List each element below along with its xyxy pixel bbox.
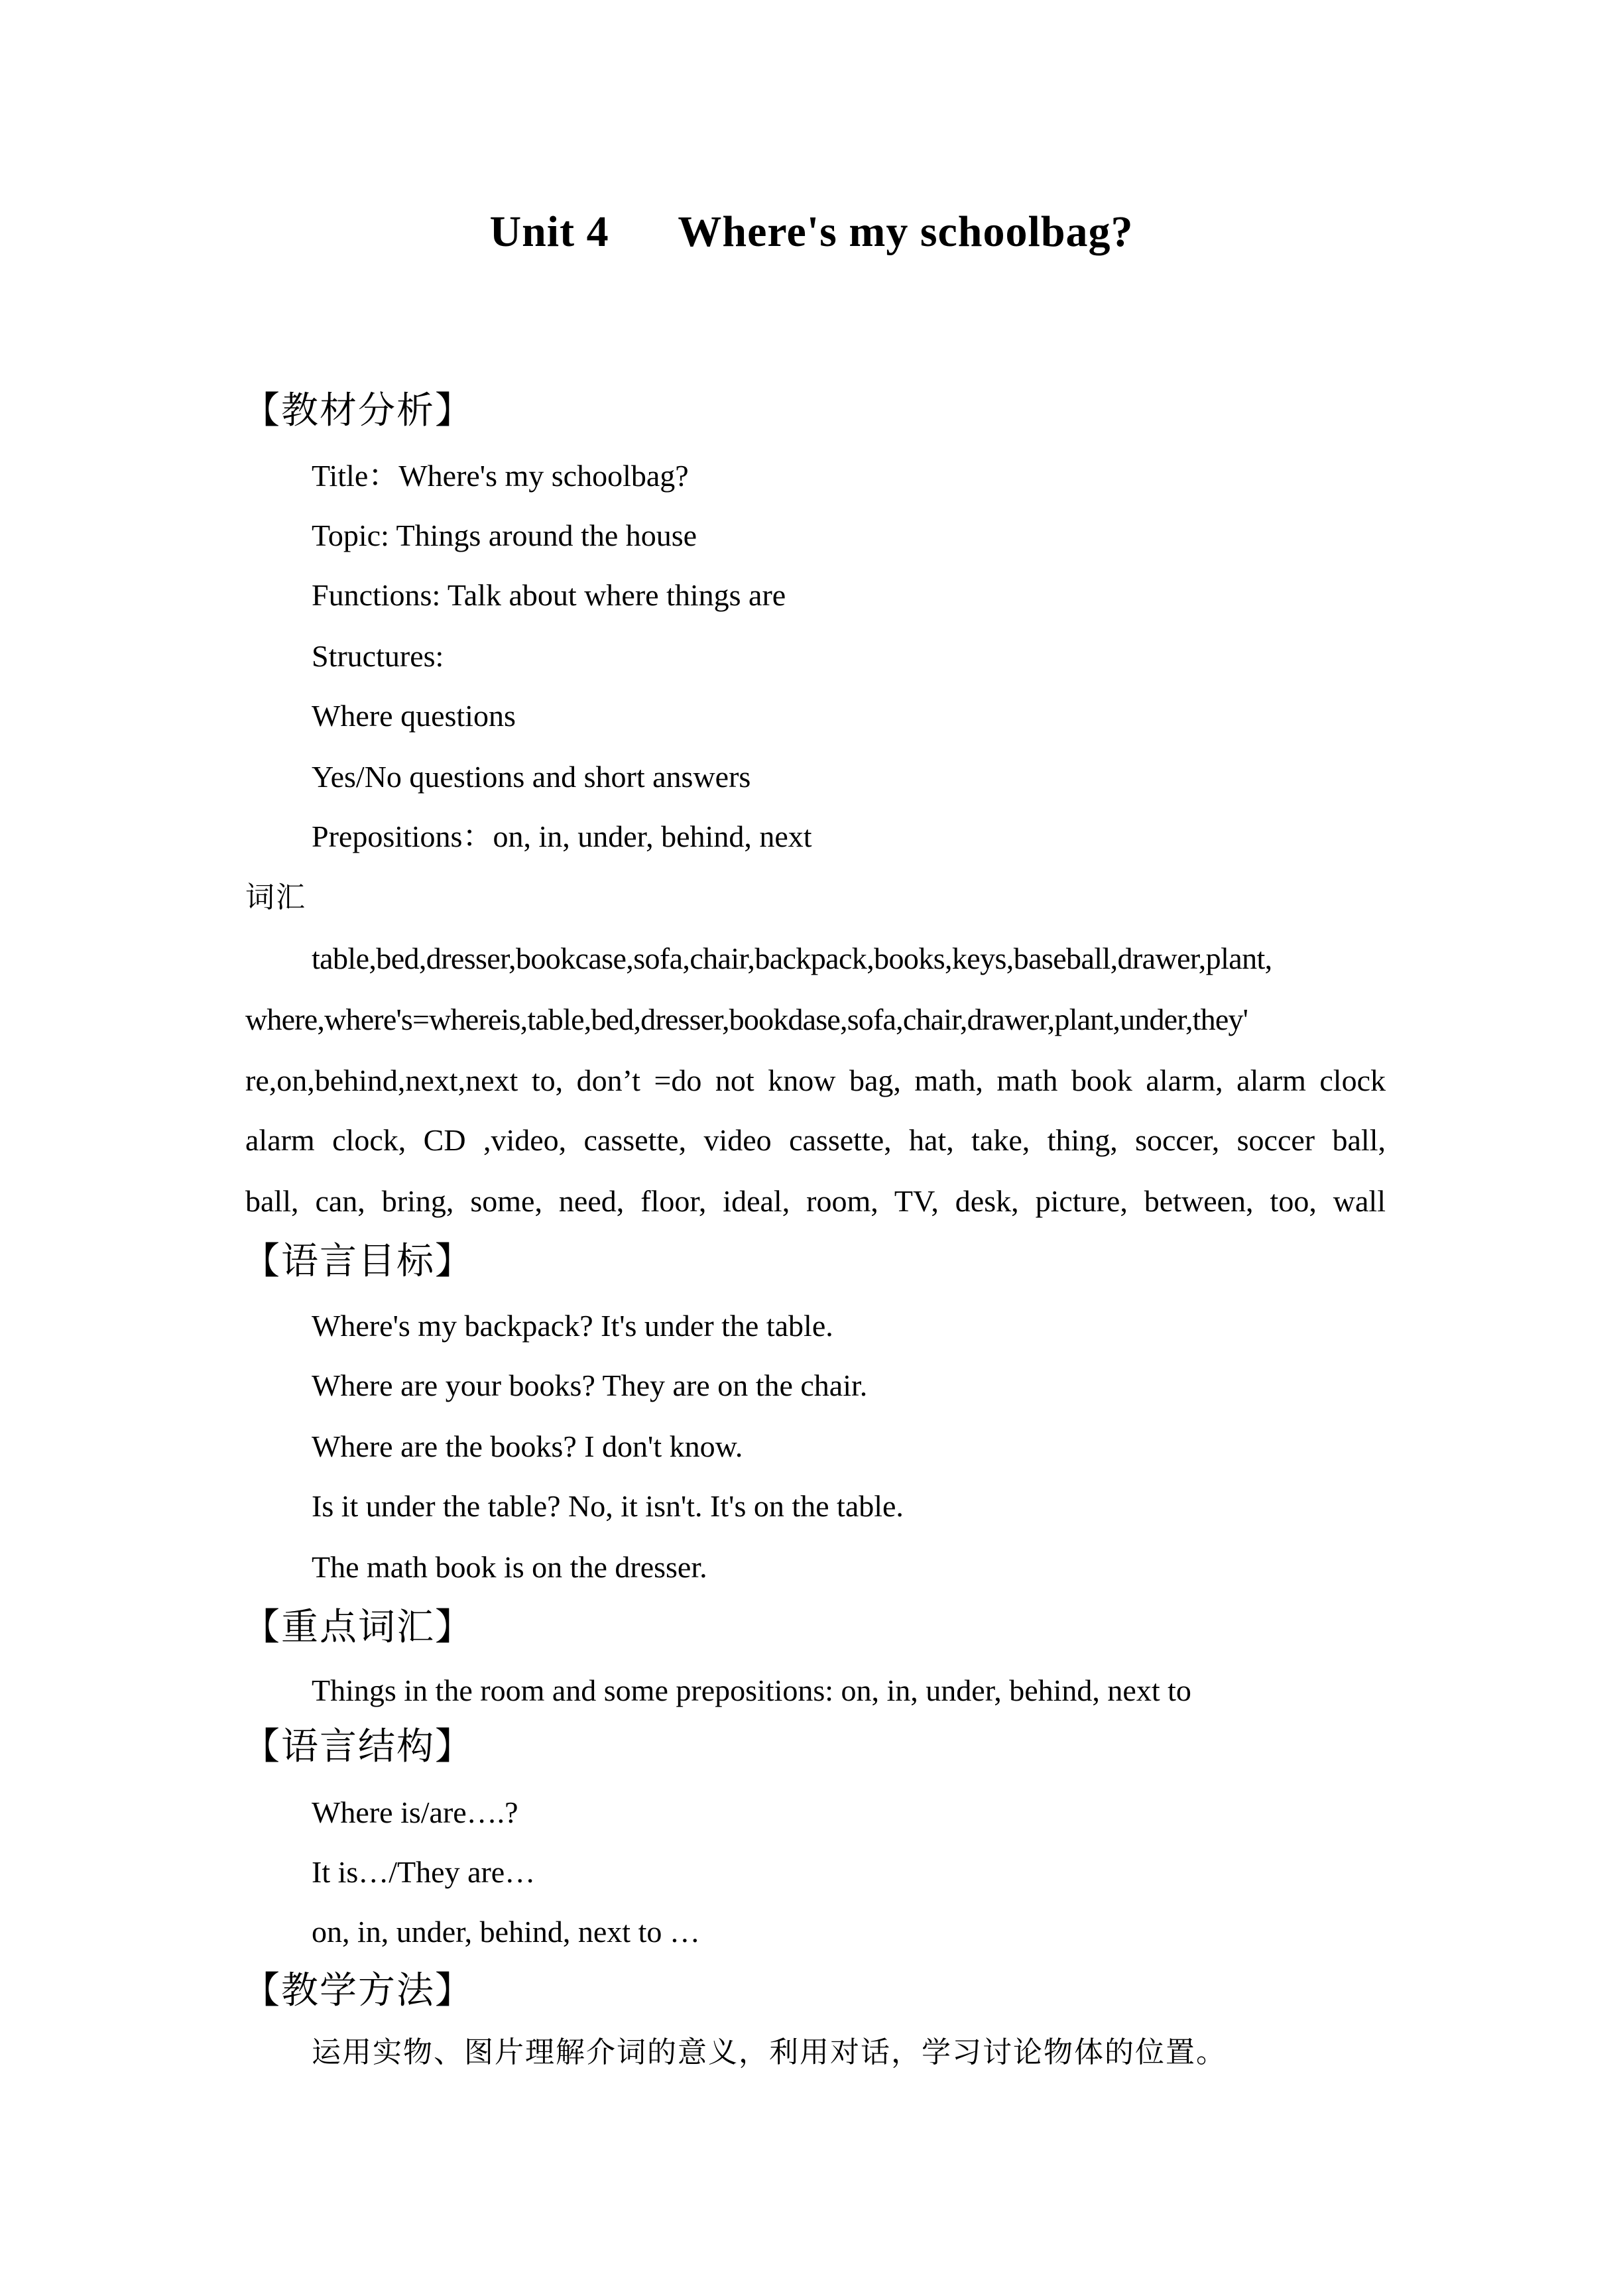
language-structure-line-1: Where is/are….? bbox=[312, 1795, 518, 1829]
vocabulary-line-4: alarm clock, CD ,video, cassette, video cassette, hat, take, thing, soccer, soccer ball, bbox=[245, 1123, 1386, 1157]
language-structure-line-3: on, in, under, behind, next to … bbox=[312, 1915, 700, 1949]
language-goal-3: Where are the books? I don't know. bbox=[312, 1429, 743, 1463]
vocabulary-line-5: ball, can, bring, some, need, floor, ideal, room, TV, desk, picture, between, too, wall bbox=[245, 1184, 1386, 1218]
section-heading-language-structure: 【语言结构】 bbox=[243, 1725, 473, 1768]
section-heading-language-goals: 【语言目标】 bbox=[243, 1240, 473, 1283]
key-vocabulary-line: Things in the room and some prepositions: on, in, under, behind, next to bbox=[312, 1673, 1191, 1707]
analysis-line-where-questions: Where questions bbox=[312, 699, 516, 733]
language-goal-4: Is it under the table? No, it isn't. It's on the table. bbox=[312, 1489, 904, 1523]
section-heading-vocabulary: 词汇 bbox=[245, 880, 306, 914]
analysis-line-yes-no: Yes/No questions and short answers bbox=[312, 760, 751, 794]
teaching-method-line: 运用实物、图片理解介词的意义，利用对话，学习讨论物体的位置。 bbox=[312, 2035, 1227, 2069]
vocabulary-line-2: where,where's=whereis,table,bed,dresser,bookdase,sofa,chair,drawer,plant,under,they' bbox=[245, 1002, 1248, 1036]
language-goal-5: The math book is on the dresser. bbox=[312, 1550, 707, 1584]
analysis-line-structures: Structures: bbox=[312, 639, 444, 673]
language-goal-2: Where are your books? They are on the chair. bbox=[312, 1368, 868, 1402]
section-heading-key-vocabulary: 【重点词汇】 bbox=[243, 1606, 473, 1649]
vocabulary-line-3: re,on,behind,next,next to, don’t =do not know bag, math, math book alarm, alarm clock bbox=[245, 1063, 1386, 1097]
language-structure-line-2: It is…/They are… bbox=[312, 1855, 536, 1889]
analysis-line-title: Title：Where's my schoolbag? bbox=[312, 459, 689, 493]
section-heading-analysis: 【教材分析】 bbox=[243, 389, 473, 432]
section-heading-teaching-method: 【教学方法】 bbox=[243, 1969, 473, 2012]
analysis-line-topic: Topic: Things around the house bbox=[312, 518, 697, 552]
vocabulary-line-1: table,bed,dresser,bookcase,sofa,chair,backpack,books,keys,baseball,drawer,plant, bbox=[312, 941, 1272, 975]
analysis-line-prepositions: Prepositions：on, in, under, behind, next bbox=[312, 819, 812, 853]
analysis-line-functions: Functions: Talk about where things are bbox=[312, 578, 786, 612]
document-title: Unit 4 Where's my schoolbag? bbox=[489, 208, 1134, 256]
language-goal-1: Where's my backpack? It's under the table. bbox=[312, 1309, 833, 1343]
